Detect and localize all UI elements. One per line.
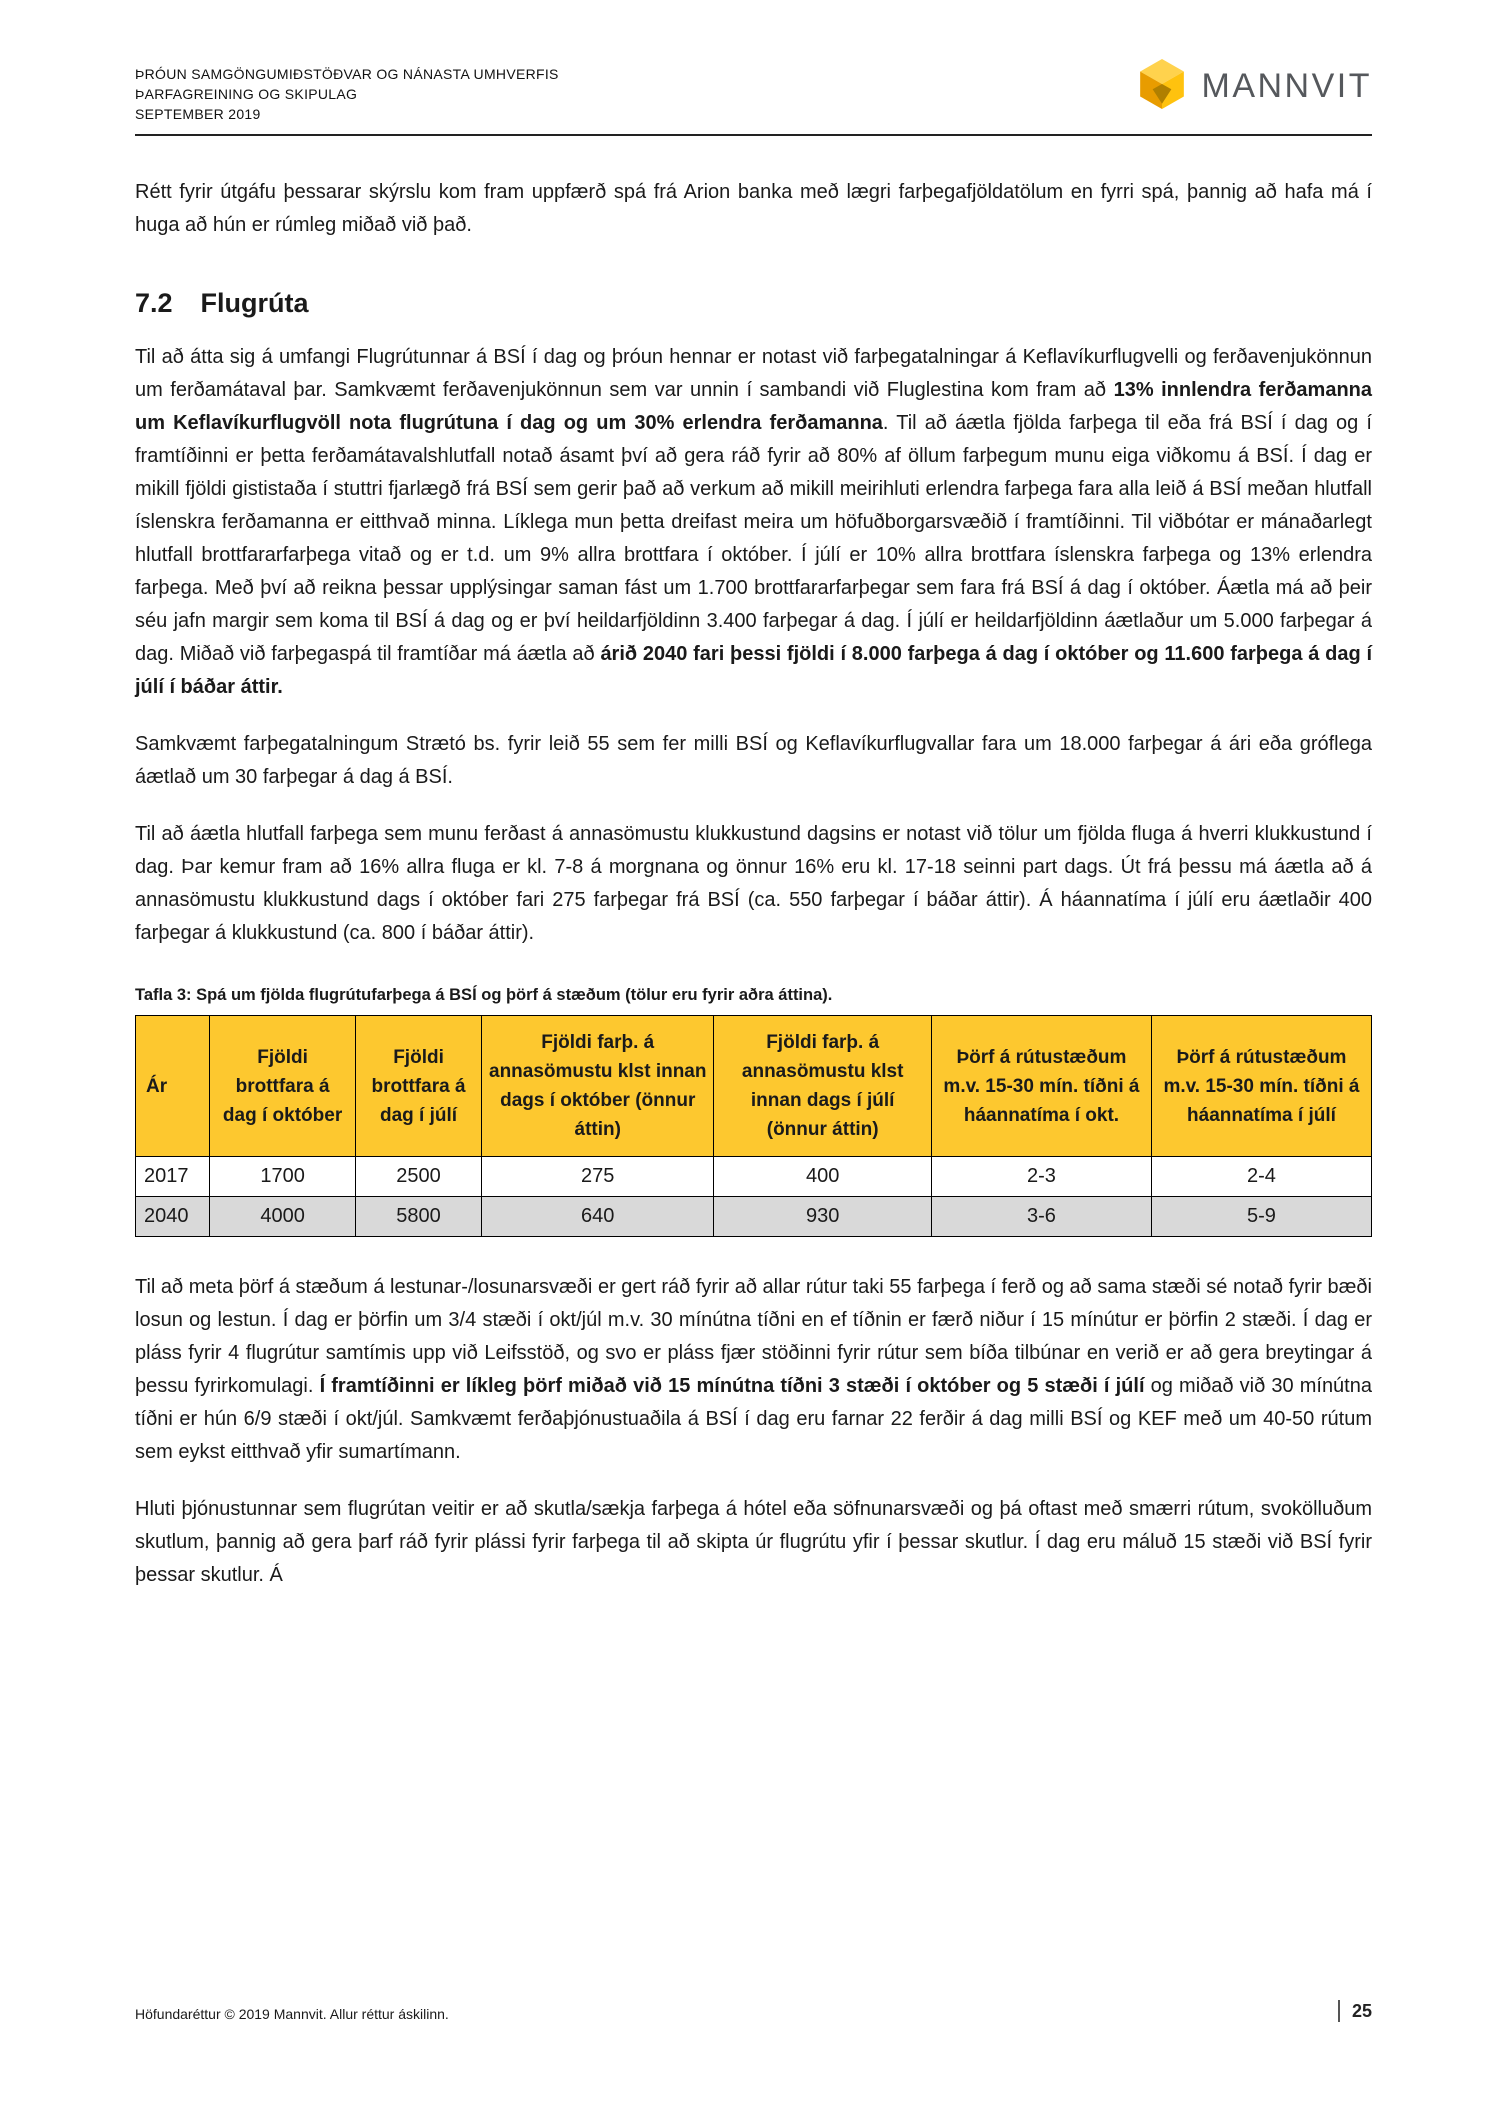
forecast-table (135, 1015, 1372, 1237)
mannvit-hexagon-icon (1136, 58, 1188, 115)
table-cell: 2040 (136, 1197, 210, 1237)
paragraph-flugruta-overview: Til að átta sig á umfangi Flugrútunnar á BSÍ í dag og þróun hennar er notast við farþegatalningar á Keflavíkurflugvelli og ferðavenjukönnun um ferðamátaval þar. Samkvæmt ferðavenjukönnun sem var unnin í sambandi við Fluglestina kom fram að 13% innlendra ferðamanna um Keflavíkurflugvöll nota flugrútuna í dag og um 30% erlendra ferðamanna. Til að áætla fjölda farþega til eða frá BSÍ í dag og í framtíðinni er þetta ferðamátavalshlutfall notað ásamt því að gera ráð fyrir að 80% af öllum farþegum munu eiga viðkomu á BSÍ. Í dag er mikill fjöldi gististaða í stuttri fjarlægð frá BSÍ sem gerir það að verkum að mikill meirihluti erlendra farþega fara alla leið á BSÍ meðan hlutfall íslenskra ferðamanna er eitthvað minna. Líklega mun þetta dreifast meira um höfuðborgarsvæðið í framtíðinni. Til viðbótar er mánaðarlegt hlutfall brottfararfarþega vitað og er t.d. um 9% allra brottfara í október. Í júlí er 10% allra brottfara íslenskra farþega og 13% erlendra farþega. Með því að reikna þessar upplýsingar saman fást um 1.700 brottfararfarþegar sem fara frá BSÍ á dag í október. Áætla má að þeir séu jafn margir sem koma til BSÍ á dag og er því heildarfjöldinn 3.400 farþegar á dag. Í júlí er heildarfjöldinn áætlaður um 5.000 farþegar á dag. Miðað við farþegaspá til framtíðar má áætla að árið 2040 fari þessi fjöldi í 8.000 farþega á dag í október og 11.600 farþega á dag í júlí í báðar áttir. (135, 346, 1373, 698)
table-cell: 3-6 (931, 1197, 1151, 1237)
table-header-cell: Fjöldi brottfara á dag í október (210, 1016, 356, 1157)
table-row (136, 1197, 1372, 1237)
table-cell: 1700 (210, 1157, 356, 1197)
table-cell: 275 (482, 1157, 714, 1197)
table-header-cell: Fjöldi brottfara á dag í júlí (356, 1016, 482, 1157)
paragraph-stand-needs: Til að meta þörf á stæðum á lestunar-/losunarsvæði er gert ráð fyrir að allar rútur taki 55 farþega í ferð og að sama stæði sé notað fyrir bæði losun og lestun. Í dag er þörfin um 3/4 stæði í okt/júl m.v. 30 mínútna tíðni en ef tíðnin er færð niður í 15 mínútur er þörfin 2 stæði. Í dag er pláss fyrir 4 flugrútur samtímis upp við Leifsstöð, og svo er pláss fjær stöðinni fyrir rútur sem bíða tilbúnar en verið er að gera breytingar á þessu fyrirkomulagi. Í framtíðinni er líkleg þörf miðað við 15 mínútna tíðni 3 stæði í október og 5 stæði í júlí og miðað við 30 mínútna tíðni er hún 6/9 stæði í okt/júl. Samkvæmt ferðaþjónustuaðila á BSÍ í dag eru farnar 22 ferðir á dag milli BSÍ og KEF með um 40-50 rútum sem eykst eitthvað yfir sumartímann. (135, 1276, 1372, 1463)
document-footer (135, 2000, 1372, 2022)
table-cell: 640 (482, 1197, 714, 1237)
document-header (135, 56, 1372, 124)
paragraph-straeto-leid55: Samkvæmt farþegatalningum Strætó bs. fyrir leið 55 sem fer milli BSÍ og Keflavíkurflugvallar fara um 18.000 farþegar á ári eða gróflega áætlað um 30 farþegar á dag á BSÍ. (135, 733, 1372, 788)
table-cell: 2500 (356, 1157, 482, 1197)
table-header-row (136, 1016, 1372, 1157)
footer-copyright: Höfundaréttur © 2019 Mannvit. Allur réttur áskilinn. (135, 2006, 449, 2022)
mannvit-logo (1136, 56, 1373, 115)
header-line-2: ÞARFAGREINING OG SKIPULAG (135, 86, 358, 102)
table-header-cell: Þörf á rútustæðum m.v. 15-30 mín. tíðni á háannatíma í júlí (1151, 1016, 1371, 1157)
section-title: Flugrúta (200, 288, 309, 318)
header-title-block (135, 56, 559, 124)
table-cell: 2-3 (931, 1157, 1151, 1197)
table-header-cell: Fjöldi farþ. á annasömustu klst innan dags í júlí (önnur áttin) (714, 1016, 932, 1157)
table-cell: 4000 (210, 1197, 356, 1237)
paragraph-shuttles: Hluti þjónustunnar sem flugrútan veitir er að skutla/sækja farþega á hótel eða söfnunarsvæði og þá oftast með smærri rútum, svokölluðum skutlum, þannig að gera þarf ráð fyrir plássi fyrir farþega til að skipta úr flugrútu yfir í þessar skutlur. Í dag eru máluð 15 stæði við BSÍ fyrir þessar skutlur. Á (135, 1498, 1372, 1586)
header-line-3: SEPTEMBER 2019 (135, 106, 261, 122)
table-cell: 2017 (136, 1157, 210, 1197)
table-header-cell: Þörf á rútustæðum m.v. 15-30 mín. tíðni á háannatíma í okt. (931, 1016, 1151, 1157)
mannvit-logo-text: MANNVIT (1201, 67, 1372, 105)
paragraph-intro: Rétt fyrir útgáfu þessarar skýrslu kom fram uppfærð spá frá Arion banka með lægri farþegafjöldatölum en fyrri spá, þannig að hafa má í huga að hún er rúmleg miðað við það. (135, 181, 1372, 236)
header-divider (135, 134, 1372, 136)
table-row (136, 1157, 1372, 1197)
table-cell: 5-9 (1151, 1197, 1371, 1237)
table-header-cell: Ár (136, 1016, 210, 1157)
table-cell: 2-4 (1151, 1157, 1371, 1197)
paragraph-peak-hour: Til að áætla hlutfall farþega sem munu ferðast á annasömustu klukkustund dagsins er notast við tölur um fjölda fluga á hverri klukkustund í dag. Þar kemur fram að 16% allra fluga er kl. 7-8 á morgnana og önnur 16% eru kl. 17-18 seinni part dags. Út frá þessu má áætla að á annasömustu klukkustund dags í október fari 275 farþegar frá BSÍ (ca. 550 farþegar í báðar áttir). Á háannatíma í júlí eru áætlaðir 400 farþegar á klukkustund (ca. 800 í báðar áttir). (135, 823, 1372, 944)
section-heading (135, 288, 1372, 319)
section-number: 7.2 (135, 288, 173, 318)
footer-page-number: 25 (1338, 2000, 1372, 2022)
table-header-cell: Fjöldi farþ. á annasömustu klst innan dags í október (önnur áttin) (482, 1016, 714, 1157)
table-cell: 930 (714, 1197, 932, 1237)
table-caption: Tafla 3: Spá um fjölda flugrútufarþega á BSÍ og þörf á stæðum (tölur eru fyrir aðra áttina). (135, 986, 833, 1004)
table-cell: 5800 (356, 1197, 482, 1237)
header-line-1: ÞRÓUN SAMGÖNGUMIÐSTÖÐVAR OG NÁNASTA UMHVERFIS (135, 66, 559, 82)
table-cell: 400 (714, 1157, 932, 1197)
